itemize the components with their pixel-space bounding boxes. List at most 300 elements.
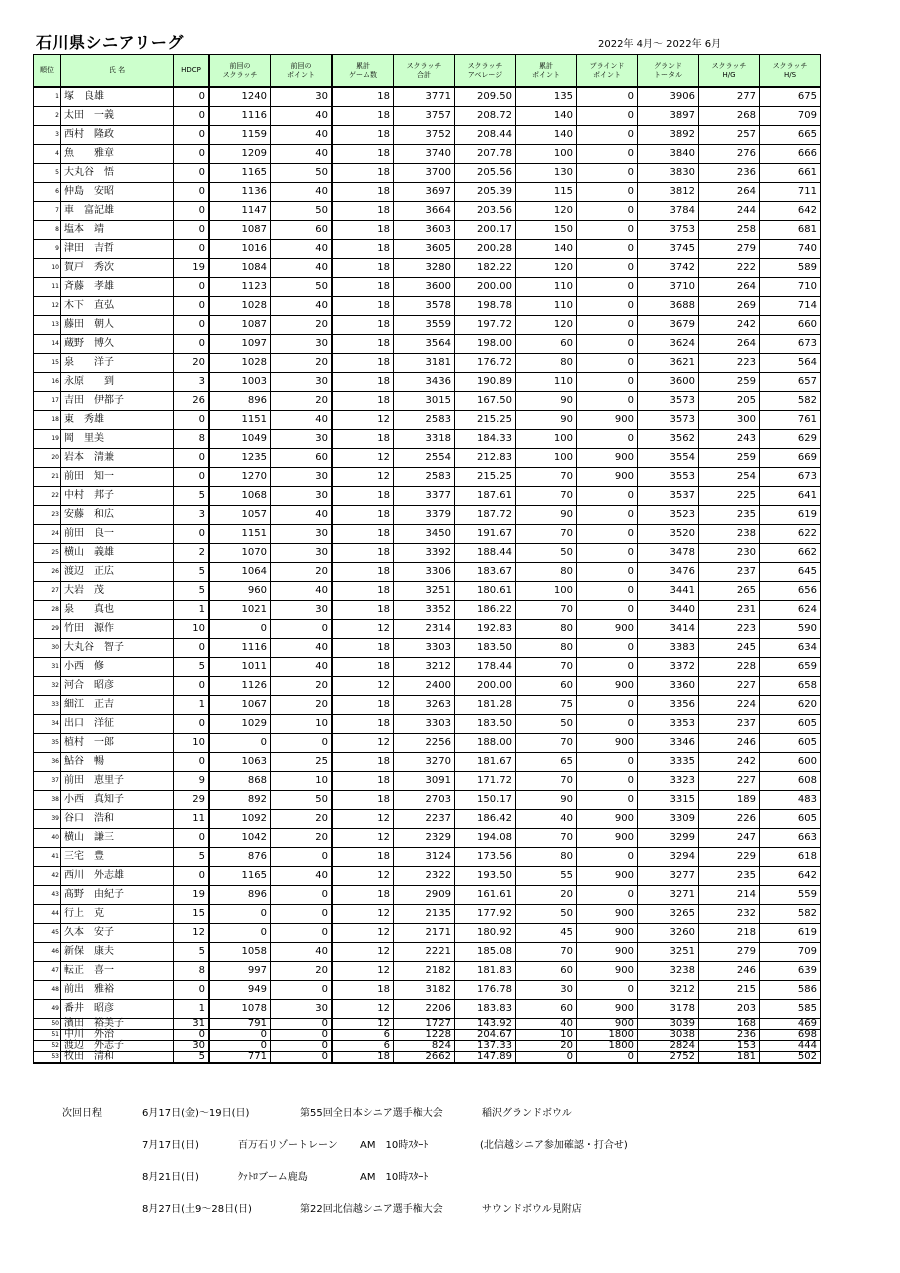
cell-scratch-hg: 226 xyxy=(699,810,760,829)
cell-blind-point: 0 xyxy=(577,848,638,867)
cell-rank: 43 xyxy=(34,886,61,905)
cell-name: 藤田 朝人 xyxy=(61,316,174,335)
cell-blind-point: 0 xyxy=(577,107,638,126)
cell-grand-total: 3265 xyxy=(638,905,699,924)
cell-blind-point: 0 xyxy=(577,582,638,601)
cell-scratch-average: 176.72 xyxy=(455,354,516,373)
cell-hdcp: 0 xyxy=(174,316,210,335)
cell-blind-point: 0 xyxy=(577,525,638,544)
cell-grand-total: 3478 xyxy=(638,544,699,563)
cell-scratch-hg: 225 xyxy=(699,487,760,506)
cell-hdcp: 30 xyxy=(174,1041,210,1052)
table-row xyxy=(34,87,821,107)
cell-scratch-average: 182.22 xyxy=(455,259,516,278)
cell-prev-scratch: 1087 xyxy=(209,316,271,335)
cell-games: 18 xyxy=(332,278,394,297)
cell-scratch-hg: 214 xyxy=(699,886,760,905)
cell-name: 三宅 豊 xyxy=(61,848,174,867)
cell-scratch-average: 193.50 xyxy=(455,867,516,886)
cell-prev-point: 40 xyxy=(271,506,333,525)
cell-scratch-hs: 659 xyxy=(760,658,821,677)
cell-scratch-total: 2662 xyxy=(394,1052,455,1064)
cell-scratch-hg: 235 xyxy=(699,867,760,886)
cell-blind-point: 0 xyxy=(577,791,638,810)
cell-total-point: 70 xyxy=(516,468,577,487)
cell-grand-total: 3621 xyxy=(638,354,699,373)
cell-blind-point: 0 xyxy=(577,221,638,240)
cell-scratch-hg: 237 xyxy=(699,563,760,582)
cell-prev-point: 60 xyxy=(271,221,333,240)
cell-scratch-average: 177.92 xyxy=(455,905,516,924)
cell-rank: 7 xyxy=(34,202,61,221)
cell-total-point: 90 xyxy=(516,392,577,411)
cell-total-point: 140 xyxy=(516,107,577,126)
table-row xyxy=(34,962,821,981)
column-header-blind-point: ブラインド ポイント xyxy=(577,55,638,88)
table-row xyxy=(34,848,821,867)
cell-scratch-total: 3450 xyxy=(394,525,455,544)
cell-scratch-total: 3603 xyxy=(394,221,455,240)
cell-blind-point: 0 xyxy=(577,335,638,354)
cell-prev-point: 30 xyxy=(271,373,333,392)
cell-scratch-hs: 605 xyxy=(760,810,821,829)
cell-hdcp: 0 xyxy=(174,278,210,297)
cell-total-point: 70 xyxy=(516,525,577,544)
cell-hdcp: 0 xyxy=(174,87,210,107)
cell-prev-point: 0 xyxy=(271,848,333,867)
cell-hdcp: 19 xyxy=(174,259,210,278)
cell-blind-point: 0 xyxy=(577,1052,638,1064)
cell-prev-point: 40 xyxy=(271,867,333,886)
cell-total-point: 115 xyxy=(516,183,577,202)
cell-grand-total: 3251 xyxy=(638,943,699,962)
cell-prev-point: 40 xyxy=(271,582,333,601)
cell-total-point: 50 xyxy=(516,544,577,563)
cell-hdcp: 0 xyxy=(174,525,210,544)
table-row xyxy=(34,107,821,126)
cell-name: 植村 一郎 xyxy=(61,734,174,753)
table-row xyxy=(34,582,821,601)
cell-rank: 51 xyxy=(34,1030,61,1041)
cell-scratch-hs: 709 xyxy=(760,107,821,126)
cell-scratch-hs: 589 xyxy=(760,259,821,278)
cell-hdcp: 1 xyxy=(174,696,210,715)
schedule-event: 百万石リゾートレーン xyxy=(238,1140,338,1151)
cell-prev-scratch: 1064 xyxy=(209,563,271,582)
cell-scratch-total: 3605 xyxy=(394,240,455,259)
cell-grand-total: 3260 xyxy=(638,924,699,943)
cell-hdcp: 5 xyxy=(174,1052,210,1064)
cell-total-point: 70 xyxy=(516,734,577,753)
cell-blind-point: 0 xyxy=(577,753,638,772)
cell-prev-scratch: 949 xyxy=(209,981,271,1000)
table-row xyxy=(34,696,821,715)
cell-blind-point: 0 xyxy=(577,87,638,107)
cell-games: 18 xyxy=(332,1052,394,1064)
cell-grand-total: 3476 xyxy=(638,563,699,582)
cell-scratch-total: 2400 xyxy=(394,677,455,696)
table-row xyxy=(34,772,821,791)
cell-games: 12 xyxy=(332,924,394,943)
cell-rank: 40 xyxy=(34,829,61,848)
cell-scratch-hg: 218 xyxy=(699,924,760,943)
cell-scratch-hg: 265 xyxy=(699,582,760,601)
cell-scratch-hs: 619 xyxy=(760,924,821,943)
cell-scratch-hg: 236 xyxy=(699,1030,760,1041)
cell-blind-point: 0 xyxy=(577,278,638,297)
cell-total-point: 100 xyxy=(516,430,577,449)
cell-rank: 35 xyxy=(34,734,61,753)
cell-games: 18 xyxy=(332,544,394,563)
cell-scratch-hg: 215 xyxy=(699,981,760,1000)
cell-scratch-hg: 232 xyxy=(699,905,760,924)
cell-blind-point: 900 xyxy=(577,924,638,943)
cell-rank: 5 xyxy=(34,164,61,183)
cell-prev-scratch: 1058 xyxy=(209,943,271,962)
cell-games: 18 xyxy=(332,981,394,1000)
cell-prev-scratch: 1097 xyxy=(209,335,271,354)
table-row xyxy=(34,658,821,677)
cell-prev-scratch: 0 xyxy=(209,924,271,943)
cell-name: 番井 昭彦 xyxy=(61,1000,174,1019)
cell-rank: 13 xyxy=(34,316,61,335)
cell-scratch-hg: 235 xyxy=(699,506,760,525)
cell-prev-scratch: 1068 xyxy=(209,487,271,506)
cell-prev-scratch: 1042 xyxy=(209,829,271,848)
table-row xyxy=(34,525,821,544)
cell-prev-point: 50 xyxy=(271,278,333,297)
cell-hdcp: 0 xyxy=(174,677,210,696)
cell-name: 津田 吉哲 xyxy=(61,240,174,259)
cell-prev-point: 50 xyxy=(271,202,333,221)
cell-rank: 14 xyxy=(34,335,61,354)
cell-scratch-total: 2237 xyxy=(394,810,455,829)
cell-scratch-hs: 483 xyxy=(760,791,821,810)
cell-prev-point: 20 xyxy=(271,392,333,411)
cell-scratch-total: 2314 xyxy=(394,620,455,639)
cell-name: 魚 雅章 xyxy=(61,145,174,164)
cell-prev-scratch: 1028 xyxy=(209,354,271,373)
cell-total-point: 80 xyxy=(516,848,577,867)
cell-blind-point: 0 xyxy=(577,240,638,259)
cell-scratch-total: 1228 xyxy=(394,1030,455,1041)
cell-scratch-hg: 245 xyxy=(699,639,760,658)
cell-grand-total: 3178 xyxy=(638,1000,699,1019)
cell-games: 18 xyxy=(332,563,394,582)
table-row xyxy=(34,430,821,449)
cell-scratch-average: 188.00 xyxy=(455,734,516,753)
cell-name: 濱田 裕美子 xyxy=(61,1019,174,1030)
cell-total-point: 110 xyxy=(516,373,577,392)
table-body xyxy=(34,87,821,1063)
cell-grand-total: 3906 xyxy=(638,87,699,107)
cell-scratch-hg: 224 xyxy=(699,696,760,715)
table-row xyxy=(34,981,821,1000)
cell-scratch-hs: 586 xyxy=(760,981,821,1000)
cell-scratch-total: 3251 xyxy=(394,582,455,601)
cell-rank: 47 xyxy=(34,962,61,981)
cell-scratch-hg: 264 xyxy=(699,183,760,202)
cell-games: 18 xyxy=(332,240,394,259)
cell-scratch-hs: 710 xyxy=(760,278,821,297)
page-title: 石川県シニアリーグ xyxy=(36,33,184,52)
cell-scratch-average: 205.56 xyxy=(455,164,516,183)
cell-blind-point: 0 xyxy=(577,316,638,335)
cell-grand-total: 3710 xyxy=(638,278,699,297)
cell-prev-scratch: 1092 xyxy=(209,810,271,829)
cell-games: 12 xyxy=(332,810,394,829)
cell-prev-point: 20 xyxy=(271,696,333,715)
cell-prev-scratch: 1063 xyxy=(209,753,271,772)
cell-scratch-total: 2256 xyxy=(394,734,455,753)
cell-scratch-hg: 279 xyxy=(699,240,760,259)
cell-blind-point: 0 xyxy=(577,981,638,1000)
cell-scratch-average: 200.17 xyxy=(455,221,516,240)
cell-scratch-total: 3392 xyxy=(394,544,455,563)
cell-blind-point: 900 xyxy=(577,468,638,487)
cell-grand-total: 3812 xyxy=(638,183,699,202)
cell-hdcp: 0 xyxy=(174,183,210,202)
cell-total-point: 70 xyxy=(516,943,577,962)
cell-prev-point: 0 xyxy=(271,1041,333,1052)
cell-rank: 3 xyxy=(34,126,61,145)
cell-scratch-total: 3752 xyxy=(394,126,455,145)
cell-grand-total: 3892 xyxy=(638,126,699,145)
cell-scratch-total: 3318 xyxy=(394,430,455,449)
cell-prev-scratch: 960 xyxy=(209,582,271,601)
table-row xyxy=(34,202,821,221)
cell-scratch-hg: 168 xyxy=(699,1019,760,1030)
cell-prev-scratch: 791 xyxy=(209,1019,271,1030)
cell-scratch-hs: 502 xyxy=(760,1052,821,1064)
cell-name: 久本 安子 xyxy=(61,924,174,943)
cell-prev-scratch: 1165 xyxy=(209,867,271,886)
cell-prev-scratch: 1067 xyxy=(209,696,271,715)
cell-games: 18 xyxy=(332,107,394,126)
cell-name: 塚 良雄 xyxy=(61,87,174,107)
cell-scratch-average: 200.00 xyxy=(455,278,516,297)
cell-games: 12 xyxy=(332,867,394,886)
table-row xyxy=(34,943,821,962)
schedule-event: ｸｧﾄﾛブーム鹿島 xyxy=(238,1172,308,1183)
cell-scratch-average: 215.25 xyxy=(455,411,516,430)
cell-prev-point: 20 xyxy=(271,316,333,335)
cell-total-point: 70 xyxy=(516,658,577,677)
cell-rank: 28 xyxy=(34,601,61,620)
cell-scratch-hs: 469 xyxy=(760,1019,821,1030)
cell-name: 前田 知一 xyxy=(61,468,174,487)
cell-prev-point: 60 xyxy=(271,449,333,468)
cell-rank: 25 xyxy=(34,544,61,563)
schedule-time: AM 10時ｽﾀｰﾄ xyxy=(360,1140,429,1151)
cell-scratch-total: 3091 xyxy=(394,772,455,791)
cell-name: 大丸谷 悟 xyxy=(61,164,174,183)
cell-scratch-average: 161.61 xyxy=(455,886,516,905)
cell-scratch-hg: 227 xyxy=(699,772,760,791)
cell-games: 12 xyxy=(332,468,394,487)
cell-scratch-hg: 279 xyxy=(699,943,760,962)
cell-rank: 31 xyxy=(34,658,61,677)
cell-total-point: 60 xyxy=(516,962,577,981)
cell-scratch-hg: 203 xyxy=(699,1000,760,1019)
cell-scratch-total: 3270 xyxy=(394,753,455,772)
cell-total-point: 100 xyxy=(516,582,577,601)
cell-scratch-average: 186.42 xyxy=(455,810,516,829)
cell-total-point: 10 xyxy=(516,1030,577,1041)
cell-grand-total: 3537 xyxy=(638,487,699,506)
cell-games: 18 xyxy=(332,354,394,373)
cell-scratch-average: 183.50 xyxy=(455,715,516,734)
cell-name: 木下 直弘 xyxy=(61,297,174,316)
cell-scratch-hg: 264 xyxy=(699,335,760,354)
cell-scratch-hg: 222 xyxy=(699,259,760,278)
cell-scratch-total: 3303 xyxy=(394,639,455,658)
cell-scratch-total: 3306 xyxy=(394,563,455,582)
table-row xyxy=(34,563,821,582)
cell-blind-point: 900 xyxy=(577,734,638,753)
cell-total-point: 70 xyxy=(516,829,577,848)
cell-prev-point: 30 xyxy=(271,430,333,449)
cell-name: 仲島 安昭 xyxy=(61,183,174,202)
cell-total-point: 70 xyxy=(516,601,577,620)
schedule-note: (北信越シニア参加確認・打合せ) xyxy=(480,1140,628,1151)
cell-games: 18 xyxy=(332,183,394,202)
cell-name: 斉藤 孝雄 xyxy=(61,278,174,297)
cell-grand-total: 3897 xyxy=(638,107,699,126)
cell-prev-point: 10 xyxy=(271,772,333,791)
cell-prev-scratch: 1003 xyxy=(209,373,271,392)
cell-scratch-average: 173.56 xyxy=(455,848,516,867)
cell-rank: 39 xyxy=(34,810,61,829)
cell-scratch-hg: 238 xyxy=(699,525,760,544)
cell-scratch-hg: 268 xyxy=(699,107,760,126)
cell-scratch-hs: 645 xyxy=(760,563,821,582)
cell-grand-total: 3315 xyxy=(638,791,699,810)
cell-total-point: 80 xyxy=(516,563,577,582)
table-row xyxy=(34,183,821,202)
cell-games: 12 xyxy=(332,411,394,430)
cell-scratch-total: 3578 xyxy=(394,297,455,316)
cell-prev-scratch: 1116 xyxy=(209,107,271,126)
cell-blind-point: 900 xyxy=(577,810,638,829)
cell-scratch-hs: 559 xyxy=(760,886,821,905)
cell-prev-scratch: 1240 xyxy=(209,87,271,107)
schedule-label: 次回日程 xyxy=(62,1108,102,1119)
cell-rank: 44 xyxy=(34,905,61,924)
cell-name: 東 秀雄 xyxy=(61,411,174,430)
cell-name: 竹田 源作 xyxy=(61,620,174,639)
cell-name: 行上 克 xyxy=(61,905,174,924)
cell-games: 18 xyxy=(332,506,394,525)
cell-grand-total: 3840 xyxy=(638,145,699,164)
cell-scratch-hs: 666 xyxy=(760,145,821,164)
cell-total-point: 120 xyxy=(516,259,577,278)
cell-total-point: 110 xyxy=(516,278,577,297)
cell-total-point: 40 xyxy=(516,810,577,829)
cell-blind-point: 900 xyxy=(577,943,638,962)
cell-rank: 24 xyxy=(34,525,61,544)
cell-scratch-total: 3377 xyxy=(394,487,455,506)
cell-games: 18 xyxy=(332,430,394,449)
cell-prev-scratch: 1209 xyxy=(209,145,271,164)
cell-scratch-hs: 618 xyxy=(760,848,821,867)
cell-prev-scratch: 1147 xyxy=(209,202,271,221)
cell-games: 18 xyxy=(332,259,394,278)
cell-scratch-total: 2322 xyxy=(394,867,455,886)
cell-prev-scratch: 876 xyxy=(209,848,271,867)
cell-hdcp: 1 xyxy=(174,1000,210,1019)
cell-scratch-average: 178.44 xyxy=(455,658,516,677)
cell-name: 吉田 伊都子 xyxy=(61,392,174,411)
cell-blind-point: 900 xyxy=(577,962,638,981)
period: 2022年 4月～ 2022年 6月 xyxy=(598,39,722,50)
cell-scratch-average: 184.33 xyxy=(455,430,516,449)
cell-hdcp: 5 xyxy=(174,582,210,601)
cell-scratch-hs: 619 xyxy=(760,506,821,525)
cell-scratch-hs: 673 xyxy=(760,335,821,354)
cell-scratch-total: 2329 xyxy=(394,829,455,848)
cell-grand-total: 3360 xyxy=(638,677,699,696)
cell-hdcp: 5 xyxy=(174,943,210,962)
cell-scratch-hs: 605 xyxy=(760,715,821,734)
column-header-name: 氏 名 xyxy=(61,55,174,88)
cell-scratch-hs: 642 xyxy=(760,202,821,221)
table-row xyxy=(34,411,821,430)
cell-prev-point: 40 xyxy=(271,411,333,430)
cell-name: 小西 修 xyxy=(61,658,174,677)
cell-hdcp: 0 xyxy=(174,202,210,221)
cell-scratch-hs: 673 xyxy=(760,468,821,487)
cell-blind-point: 0 xyxy=(577,563,638,582)
cell-scratch-hg: 269 xyxy=(699,297,760,316)
cell-scratch-hg: 258 xyxy=(699,221,760,240)
cell-hdcp: 31 xyxy=(174,1019,210,1030)
cell-hdcp: 2 xyxy=(174,544,210,563)
table-row xyxy=(34,259,821,278)
cell-grand-total: 3335 xyxy=(638,753,699,772)
cell-scratch-hs: 639 xyxy=(760,962,821,981)
cell-scratch-average: 192.83 xyxy=(455,620,516,639)
table-row xyxy=(34,715,821,734)
cell-prev-scratch: 0 xyxy=(209,1041,271,1052)
cell-scratch-average: 198.00 xyxy=(455,335,516,354)
cell-hdcp: 0 xyxy=(174,829,210,848)
schedule-date: 7月17日(日) xyxy=(142,1140,199,1151)
cell-scratch-total: 3182 xyxy=(394,981,455,1000)
cell-blind-point: 0 xyxy=(577,886,638,905)
cell-hdcp: 19 xyxy=(174,886,210,905)
table-row xyxy=(34,886,821,905)
cell-total-point: 80 xyxy=(516,639,577,658)
cell-games: 18 xyxy=(332,164,394,183)
cell-scratch-hs: 656 xyxy=(760,582,821,601)
cell-hdcp: 5 xyxy=(174,658,210,677)
cell-scratch-hs: 658 xyxy=(760,677,821,696)
cell-prev-point: 0 xyxy=(271,886,333,905)
cell-name: 永原 到 xyxy=(61,373,174,392)
cell-games: 18 xyxy=(332,639,394,658)
cell-rank: 37 xyxy=(34,772,61,791)
cell-scratch-hg: 242 xyxy=(699,753,760,772)
cell-scratch-hs: 709 xyxy=(760,943,821,962)
table-row xyxy=(34,924,821,943)
cell-total-point: 50 xyxy=(516,715,577,734)
cell-hdcp: 0 xyxy=(174,715,210,734)
cell-games: 12 xyxy=(332,829,394,848)
cell-scratch-average: 190.89 xyxy=(455,373,516,392)
cell-scratch-average: 183.67 xyxy=(455,563,516,582)
cell-hdcp: 0 xyxy=(174,981,210,1000)
